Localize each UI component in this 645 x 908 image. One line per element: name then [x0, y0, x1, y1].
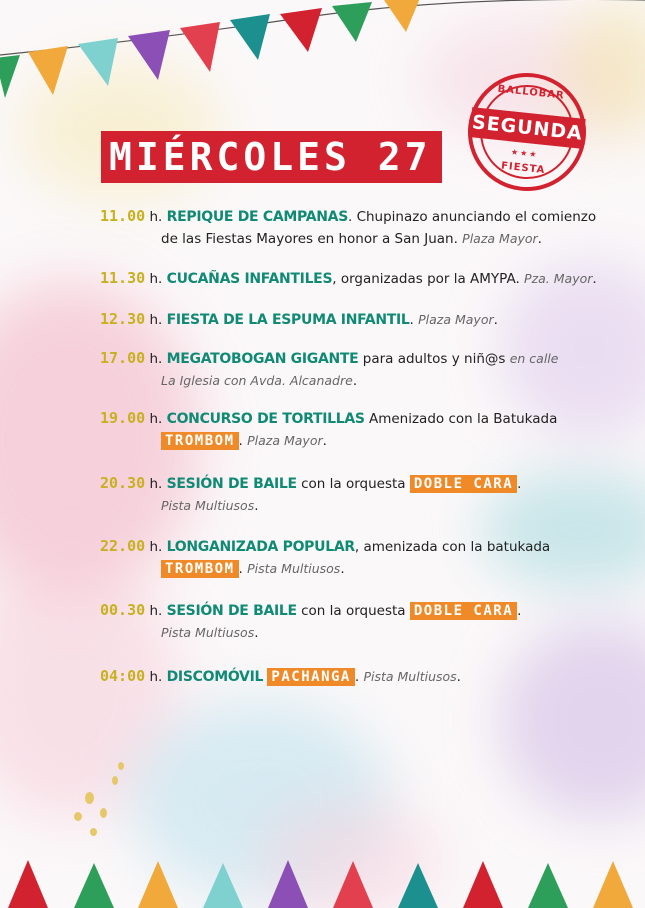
page-title: MIÉRCOLES 27 — [101, 131, 442, 183]
event-place: Pza. Mayor — [524, 271, 593, 286]
event-name: SESIÓN DE BAILE — [166, 603, 297, 619]
event-place: Plaza Mayor — [418, 312, 494, 327]
event-place-continued: La Iglesia con Avda. Alcanadre — [161, 373, 353, 388]
event-time: 22.00 — [100, 537, 146, 555]
event-item: 11.30 h. CUCAÑAS INFANTILES, organizadas por la AMYPA. Pza. Mayor. — [100, 269, 597, 287]
band-badge: DOBLE CARA — [410, 475, 517, 493]
event-item: 12.30 h. FIESTA DE LA ESPUMA INFANTIL. Plaza Mayor. — [100, 310, 498, 328]
event-time: 12.30 — [100, 310, 146, 328]
event-name: SESIÓN DE BAILE — [166, 476, 297, 492]
event-time: 04:00 — [100, 667, 146, 685]
event-time: 11.00 — [100, 207, 146, 225]
event-name: CUCAÑAS INFANTILES — [166, 271, 333, 287]
event-time: 17.00 — [100, 349, 146, 367]
event-time: 19.00 — [100, 409, 146, 427]
event-item: 17.00 h. MEGATOBOGAN GIGANTE para adultos y niñ@s en calle La Iglesia con Avda. Alcanadre. — [100, 349, 559, 389]
event-item: 19.00 h. CONCURSO DE TORTILLAS Amenizado con la Batukada TROMBOM . Plaza Mayor. — [100, 409, 558, 449]
event-name: REPIQUE DE CAMPANAS — [166, 209, 348, 225]
event-time: 00.30 — [100, 601, 146, 619]
event-place: Pista Multiusos — [161, 625, 255, 640]
event-item: 20.30 h. SESIÓN DE BAILE con la orquesta DOBLE CARA . Pista Multiusos. — [100, 474, 522, 514]
band-badge: TROMBOM — [161, 432, 239, 450]
event-place: Plaza Mayor — [462, 231, 538, 246]
event-item: 22.00 h. LONGANIZADA POPULAR, amenizada con la batukada TROMBOM . Pista Multiusos. — [100, 537, 551, 577]
dj-badge: PACHANGA — [267, 668, 354, 686]
stamp-stars: ★★★ — [510, 147, 539, 160]
stamp-top-text: BALLOBAR — [497, 83, 566, 102]
stamp-main-text: SEGUNDA — [469, 107, 586, 149]
event-place: Pista Multiusos — [363, 669, 457, 684]
event-time: 20.30 — [100, 474, 146, 492]
band-badge: DOBLE CARA — [410, 602, 517, 620]
event-item: 04:00 h. DISCOMÓVIL PACHANGA . Pista Multiusos. — [100, 667, 461, 685]
event-item: 00.30 h. SESIÓN DE BAILE con la orquesta DOBLE CARA . Pista Multiusos. — [100, 601, 522, 641]
event-item: 11.00 h. REPIQUE DE CAMPANAS. Chupinazo anunciando el comienzo de las Fiestas Mayores en honor a San Juan. Plaza Mayor. — [100, 207, 597, 247]
event-name: FIESTA DE LA ESPUMA INFANTIL — [166, 312, 410, 328]
event-name: LONGANIZADA POPULAR — [166, 539, 355, 555]
event-place: Plaza Mayor — [247, 433, 323, 448]
event-name: MEGATOBOGAN GIGANTE — [166, 351, 359, 367]
event-time: 11.30 — [100, 269, 146, 287]
band-badge: TROMBOM — [161, 560, 239, 578]
event-place: Pista Multiusos — [161, 498, 255, 513]
event-place: Pista Multiusos — [247, 561, 341, 576]
stamp-bottom-text: FIESTA — [500, 160, 546, 177]
event-place: en calle — [509, 351, 559, 366]
event-name: DISCOMÓVIL — [166, 669, 264, 685]
event-name: CONCURSO DE TORTILLAS — [166, 411, 365, 427]
